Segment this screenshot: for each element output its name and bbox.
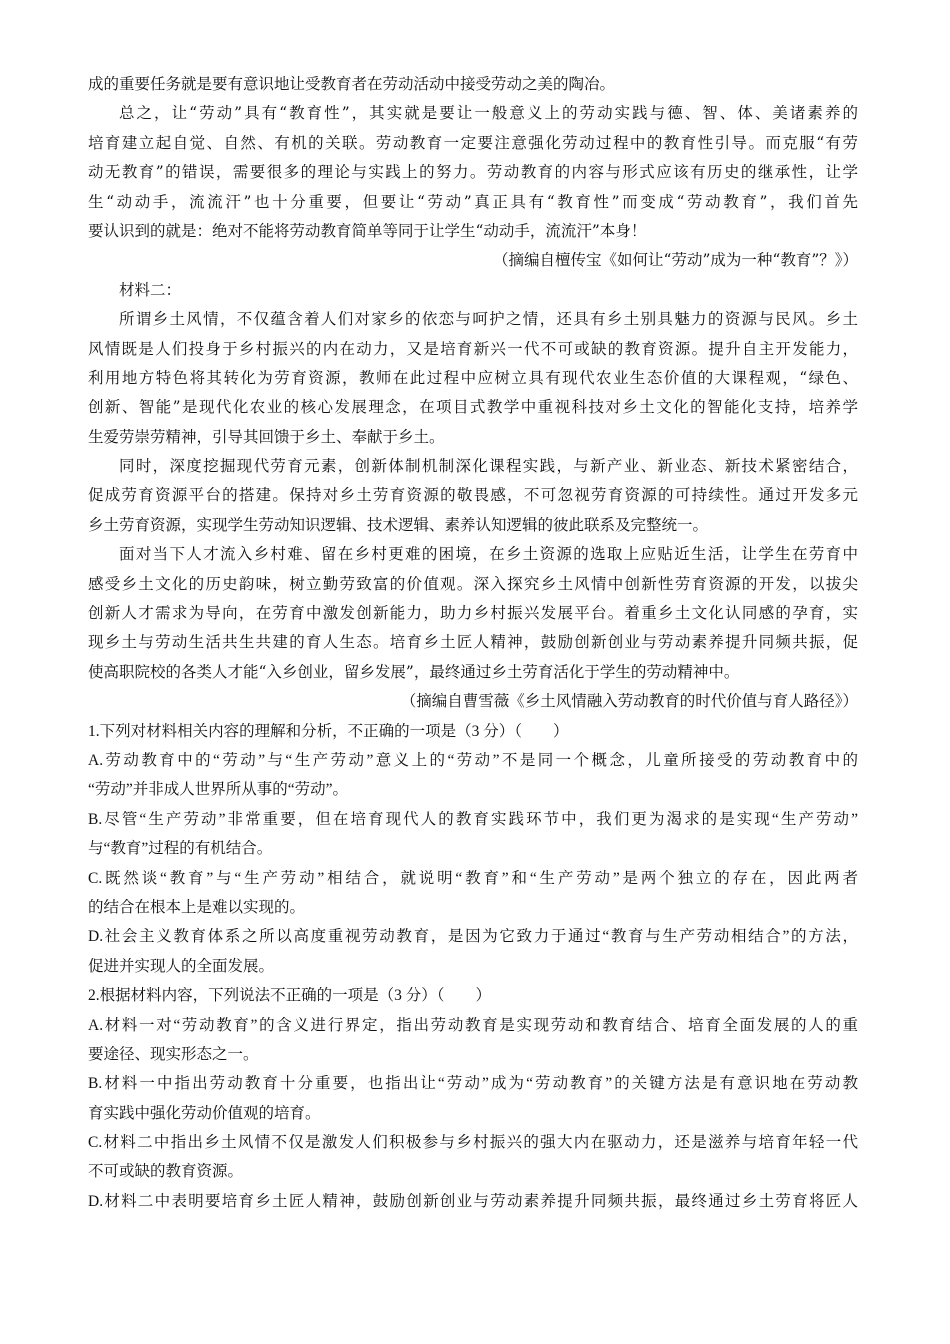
paragraph-line: 生爱劳崇劳精神，引导其回馈于乡土、奉献于乡土。 xyxy=(88,427,445,446)
option-d-cont: 促进并实现人的全面发展。 xyxy=(88,957,275,975)
paragraph-line: 风情既是人们投身于乡村振兴的内在动力，又是培育新兴一代不可或缺的教育资源。提升自主开发能力， xyxy=(88,339,858,358)
paragraph-line: 利用地方特色将其转化为劳育资源，教师在此过程中应树立具有现代农业生态价值的大课程观，“绿色、 xyxy=(88,368,858,387)
paragraph-line: 生“动动手，流流汗”也十分重要，但要让“劳动”真正具有“教育性”而变成“劳动教育”，我们首先 xyxy=(88,192,858,211)
paragraph-line: 同时，深度挖掘现代劳育元素，创新体制机制深化课程实践，与新产业、新业态、新技术紧密结合， xyxy=(119,457,858,476)
option-c: C.既然谈“教育”与“生产劳动”相结合，就说明“教育”和“生产劳动”是两个独立的存在，因此两者 xyxy=(88,869,858,887)
paragraph-line: 创新人才需求为导向，在劳育中激发创新能力，助力乡村振兴发展平台。着重乡土文化认同感的孕育，实 xyxy=(88,604,858,623)
paragraph-line: 成的重要任务就是要有意识地让受教育者在劳动活动中接受劳动之美的陶冶。 xyxy=(88,75,616,93)
paragraph-line: 动无教育”的错误，需要很多的理论与实践上的努力。劳动教育的内容与形式应该有历史的继承性，让学 xyxy=(88,163,858,182)
option-d: D.材料二中表明要培育乡土匠人精神，鼓励创新创业与劳动素养提升同频共振，最终通过乡土劳育将匠人 xyxy=(88,1192,858,1210)
option-c-cont: 的结合在根本上是难以实现的。 xyxy=(88,898,306,916)
paragraph-line: 所谓乡土风情，不仅蕴含着人们对家乡的依恋与呵护之情，还具有乡土别具魅力的资源与民风。乡土 xyxy=(119,310,858,329)
option-b-cont: 与“教育”过程的有机结合。 xyxy=(88,840,273,858)
option-b-cont: 育实践中强化劳动价值观的培育。 xyxy=(88,1104,321,1122)
paragraph-line: 创新、智能”是现代化农业的核心发展理念，在项目式教学中重视科技对乡土文化的智能化支持，培养学 xyxy=(88,398,858,417)
option-b: B.材料一中指出劳动教育十分重要，也指出让“劳动”成为“劳动教育”的关键方法是有意识地在劳动教 xyxy=(88,1075,858,1093)
option-a-cont: 要途径、现实形态之一。 xyxy=(88,1045,259,1063)
paragraph-line: 培育建立起自觉、自然、有机的关联。劳动教育一定要注意强化劳动过程中的教育性引导。而克服“有劳 xyxy=(88,133,858,152)
source-citation: （摘编自曹雪薇《乡土风情融入劳动教育的时代价值与育人路径》） xyxy=(400,692,858,711)
section-heading: 材料二： xyxy=(119,280,182,299)
paragraph-line: 现乡土与劳动生活共生共建的育人生态。培育乡土匠人精神，鼓励创新创业与劳动素养提升同频共振，促 xyxy=(88,633,858,652)
option-b: B.尽管“生产劳动”非常重要，但在培育现代人的教育实践环节中，我们更为渴求的是实现“生产劳动” xyxy=(88,810,858,828)
paragraph-line: 使高职院校的各类人才能“入乡创业，留乡发展”，最终通过乡土劳育活化于学生的劳动精神中。 xyxy=(88,662,740,681)
question-stem: 2.根据材料内容，下列说法不正确的一项是（3 分）（ ） xyxy=(88,987,492,1005)
source-citation: （摘编自檀传宝《如何让“劳动”成为一种“教育”？》） xyxy=(493,251,858,270)
document-page xyxy=(88,70,858,1216)
question-stem: 1.下列对材料相关内容的理解和分析，不正确的一项是（3 分）（ ） xyxy=(88,722,569,740)
option-c-cont: 不可或缺的教育资源。 xyxy=(88,1163,244,1181)
paragraph-line: 要认识到的就是：绝对不能将劳动教育简单等同于让学生“动动手，流流汗”本身！ xyxy=(88,221,647,240)
option-a-cont: “劳动”并非成人世界所从事的“劳动”。 xyxy=(88,781,349,799)
option-a: A.材料一对“劳动教育”的含义进行界定，指出劳动教育是实现劳动和教育结合、培育全面发展的人的重 xyxy=(88,1016,858,1034)
paragraph-line: 总之，让“劳动”具有“教育性”，其实就是要让一般意义上的劳动实践与德、智、体、美诸素养的 xyxy=(119,104,858,123)
paragraph-line: 感受乡土文化的历史韵味，树立勤劳致富的价值观。深入探究乡土风情中创新性劳育资源的开发，以拔尖 xyxy=(88,574,858,593)
option-c: C.材料二中指出乡土风情不仅是激发人们积极参与乡村振兴的强大内在驱动力，还是滋养与培育年轻一代 xyxy=(88,1134,858,1152)
option-d: D.社会主义教育体系之所以高度重视劳动教育，是因为它致力于通过“教育与生产劳动相结合”的方法， xyxy=(88,928,858,946)
paragraph-line: 乡土劳育资源，实现学生劳动知识逻辑、技术逻辑、素养认知逻辑的彼此联系及完整统一。 xyxy=(88,515,709,534)
paragraph-line: 促成劳育资源平台的搭建。保持对乡土劳育资源的敬畏感，不可忽视劳育资源的可持续性。通过开发多元 xyxy=(88,486,858,505)
paragraph-line: 面对当下人才流入乡村难、留在乡村更难的困境，在乡土资源的选取上应贴近生活，让学生在劳育中 xyxy=(119,545,858,564)
option-a: A.劳动教育中的“劳动”与“生产劳动”意义上的“劳动”不是同一个概念，儿童所接受的劳动教育中的 xyxy=(88,751,858,769)
